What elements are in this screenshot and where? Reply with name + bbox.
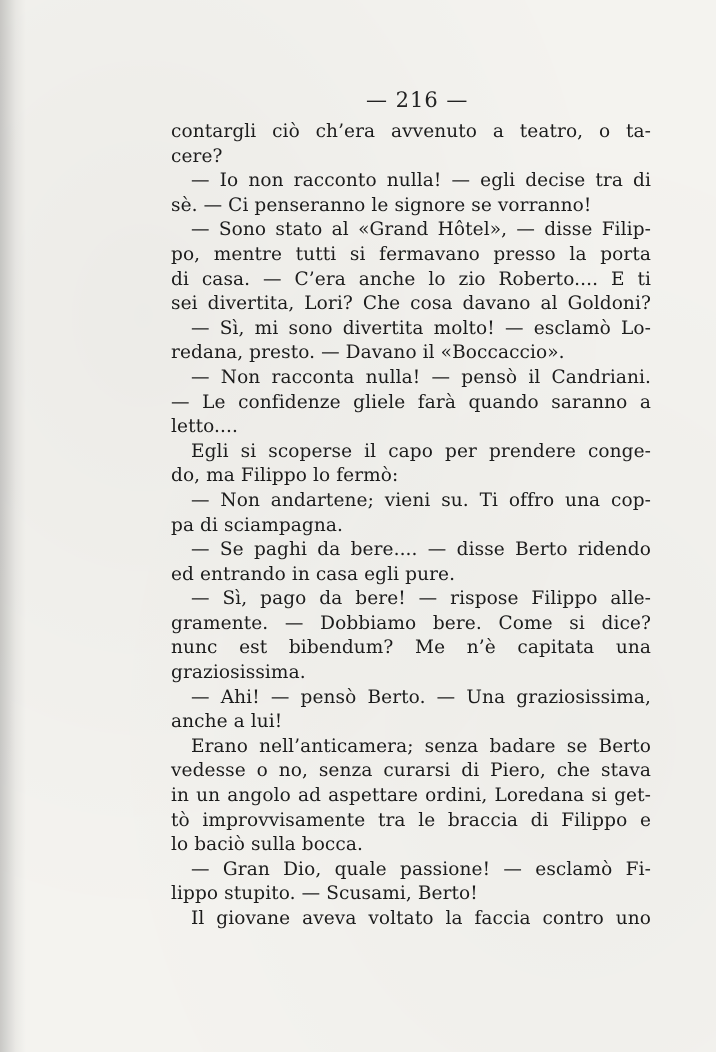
- text-line: Erano nell’anticamera; senza badare se Berto: [191, 735, 651, 757]
- text-line: lippo stupito. — Scusami, Berto!: [171, 883, 478, 905]
- text-line: graziosissima.: [171, 662, 306, 684]
- text-line: do, ma Filippo lo fermò:: [171, 465, 399, 487]
- text-line: — Sì, mi sono divertita molto! — esclamò Lo-: [191, 317, 651, 339]
- text-line: — Non andartene; vieni su. Ti offro una cop-: [191, 489, 651, 511]
- page-number: — 216 —: [366, 88, 469, 112]
- text-line: nunc est bibendum? Me n’è capitata una: [171, 637, 651, 659]
- text-line: cere?: [171, 145, 223, 167]
- page-gutter-shadow: [0, 0, 26, 1052]
- text-line: — Io non racconto nulla! — egli decise tra di: [191, 170, 651, 192]
- text-line: — Le confidenze gliele farà quando saranno a: [171, 391, 651, 413]
- text-line: lo baciò sulla bocca.: [171, 834, 363, 856]
- text-line: tò improvvisamente tra le braccia di Filippo e: [171, 809, 651, 831]
- text-line: sei divertita, Lori? Che cosa davano al Goldoni?: [171, 293, 651, 315]
- text-line: — Gran Dio, quale passione! — esclamò Fi-: [191, 858, 651, 880]
- text-line: — Non racconta nulla! — pensò il Candriani.: [191, 366, 651, 388]
- text-line: vedesse o no, senza curarsi di Piero, che stava: [171, 760, 651, 782]
- text-line: — Sì, pago da bere! — rispose Filippo alle-: [191, 588, 651, 610]
- text-line: di casa. — C’era anche lo zio Roberto.... E ti: [171, 268, 651, 290]
- text-line: contargli ciò ch’era avvenuto a teatro, o ta-: [171, 121, 651, 142]
- text-line: in un angolo ad aspettare ordini, Loredana si get-: [171, 785, 651, 807]
- text-line: — Ahi! — pensò Berto. — Una graziosissima,: [191, 686, 651, 708]
- text-line: anche a lui!: [171, 711, 283, 733]
- text-line: redana, presto. — Davano il «Boccaccio».: [171, 342, 565, 364]
- text-line: sè. — Ci penseranno le signore se vorranno!: [171, 194, 592, 216]
- body-text: [171, 120, 651, 932]
- text-line: gramente. — Dobbiamo bere. Come si dice?: [171, 612, 651, 634]
- text-line: — Se paghi da bere.... — disse Berto ridendo: [191, 539, 651, 561]
- text-line: po, mentre tutti si fermavano presso la porta: [171, 243, 651, 265]
- text-line: Egli si scoperse il capo per prendere conge-: [191, 440, 651, 462]
- text-line: ed entrando in casa egli pure.: [171, 563, 456, 585]
- text-line: Il giovane aveva voltato la faccia contro uno: [191, 908, 651, 929]
- text-line: pa di sciampagna.: [171, 514, 343, 536]
- text-line: letto....: [171, 416, 238, 438]
- text-line: — Sono stato al «Grand Hôtel», — disse Filip-: [191, 219, 651, 241]
